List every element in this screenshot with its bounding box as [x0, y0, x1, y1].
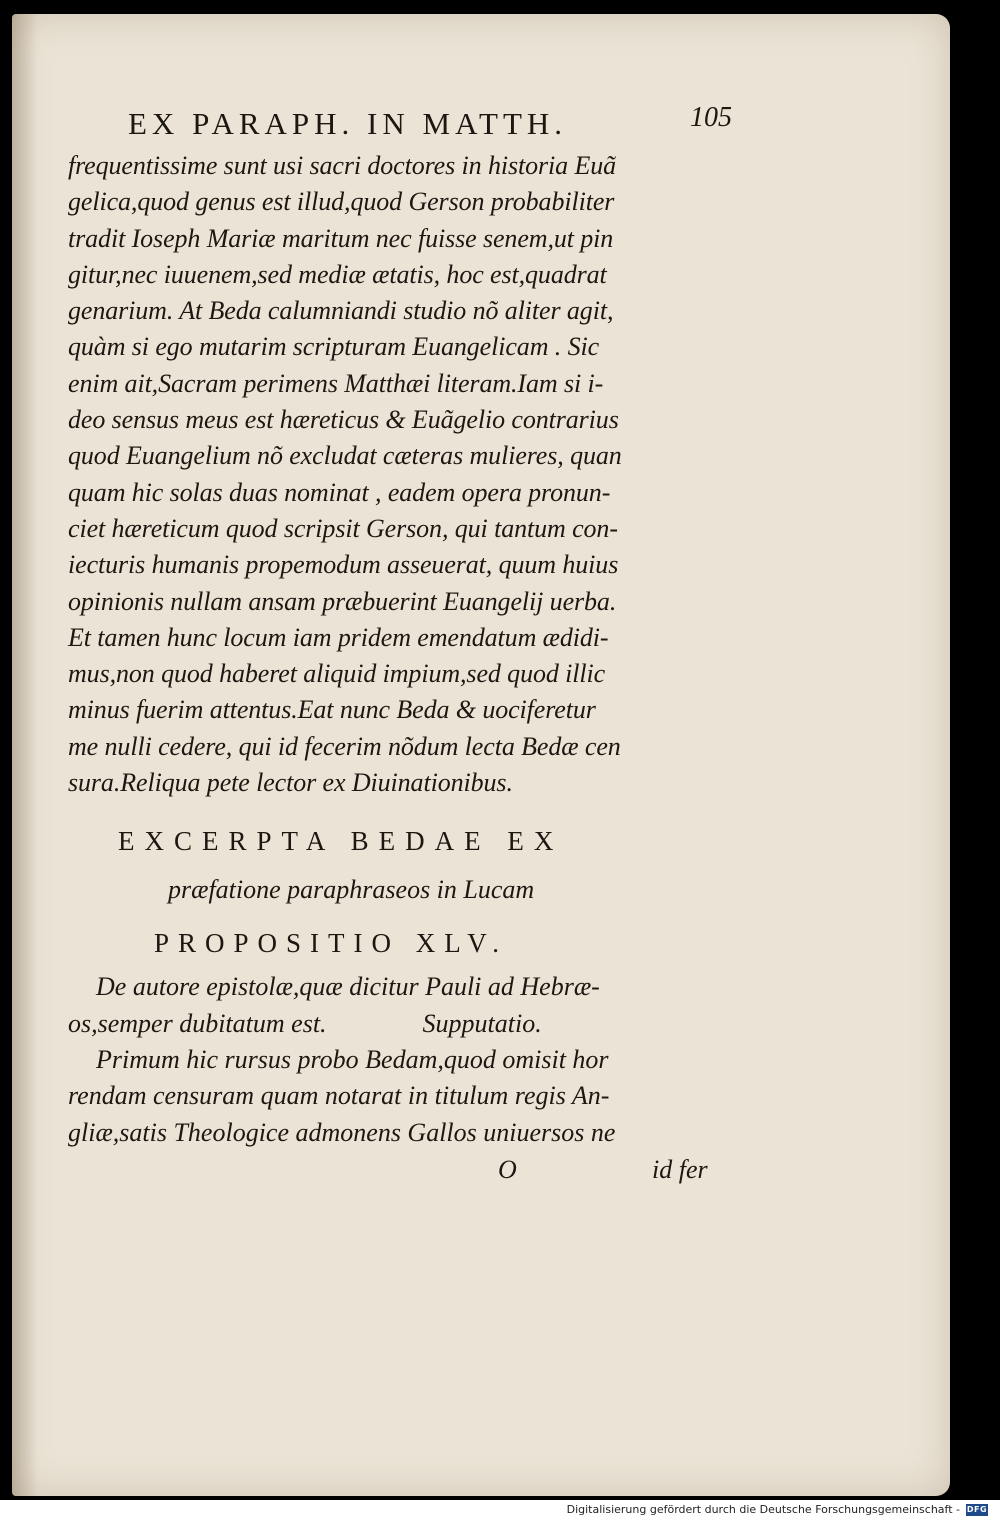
- page-number: 105: [690, 102, 732, 133]
- text-line: quàm si ego mutarim scripturam Euangelicam . Sic: [68, 332, 600, 362]
- text-line: deo sensus meus est hæreticus & Euãgelio contrarius: [68, 405, 619, 435]
- text-line-with-label: [68, 1006, 728, 1042]
- text-line: ciet hæreticum quod scripsit Gerson, qui tantum con-: [68, 513, 618, 543]
- body-text: [68, 148, 728, 801]
- footer-bar: [0, 1500, 1000, 1520]
- text-line: gelica,quod genus est illud,quod Gerson probabiliter: [68, 187, 615, 217]
- text-line: gliæ,satis Theologice admonens Gallos uniuersos ne: [68, 1117, 616, 1147]
- text-line: mus,non quod haberet aliquid impium,sed quod illic: [68, 659, 606, 689]
- dfg-logo: DFG: [966, 1505, 988, 1514]
- lower-text: [68, 969, 728, 1150]
- text-line: opinionis nullam ansam præbuerint Euangelij uerba.: [68, 586, 617, 616]
- text-line: iecturis humanis propemodum asseuerat, quum huius: [68, 550, 619, 580]
- text-line: Et tamen hunc locum iam pridem emendatum ædidi-: [68, 622, 609, 652]
- signature-mark: O: [498, 1154, 517, 1184]
- text-line: tradit Ioseph Mariæ maritum nec fuisse senem,ut pin: [68, 223, 614, 253]
- text-line: sura.Reliqua pete lector ex Diuinationibus.: [68, 768, 513, 798]
- text-line: genarium. At Beda calumniandi studio nõ aliter agit,: [68, 296, 614, 326]
- text-line: quod Euangelium nõ excludat cæteras mulieres, quan: [68, 441, 622, 471]
- text-block: [68, 94, 732, 1191]
- section-heading: EXCERPTA BEDAE EX: [118, 826, 564, 857]
- proposition-heading: PROPOSITIO XLV.: [154, 928, 509, 959]
- supputatio-label: Supputatio.: [422, 1008, 542, 1038]
- catchword: id fer: [652, 1154, 708, 1184]
- text-line: frequentissime sunt usi sacri doctores in historia Euã: [68, 151, 617, 180]
- text-line: me nulli cedere, qui id fecerim nõdum lecta Bedæ cen: [68, 731, 621, 761]
- text-segment: os,semper dubitatum est.: [68, 1008, 327, 1038]
- catchline: [68, 1151, 728, 1191]
- footer-credit: Digitalisierung gefördert durch die Deutsche Forschungsgemeinschaft -: [566, 1503, 960, 1516]
- running-head: [68, 94, 732, 148]
- text-line: quam hic solas duas nominat , eadem opera pronun-: [68, 477, 611, 507]
- text-line: gitur,nec iuuenem,sed mediæ ætatis, hoc est,quadrat: [68, 259, 607, 289]
- running-head-title: EX PARAPH. IN MATTH.: [128, 106, 568, 141]
- text-line: minus fuerim attentus.Eat nunc Beda & uociferetur: [68, 695, 596, 725]
- text-line: rendam censuram quam notarat in titulum regis An-: [68, 1081, 610, 1111]
- section-subheading: præfatione paraphraseos in Lucam: [168, 875, 535, 905]
- text-line: Primum hic rursus probo Bedam,quod omisit hor: [96, 1044, 609, 1074]
- text-line: enim ait,Sacram perimens Matthæi literam.Iam si i-: [68, 368, 604, 398]
- book-page: [12, 14, 950, 1496]
- text-line: De autore epistolæ,quæ dicitur Pauli ad Hebræ-: [96, 972, 600, 1002]
